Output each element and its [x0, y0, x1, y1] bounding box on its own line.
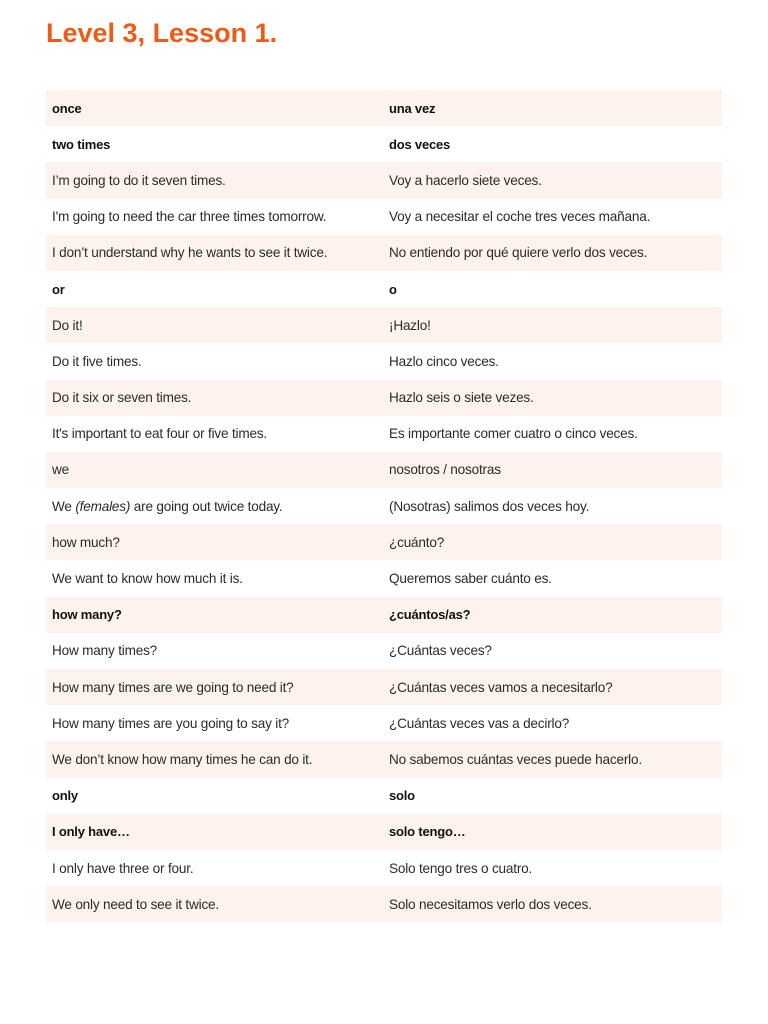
table-row — [46, 814, 722, 850]
english-phrase: I don’t understand why he wants to see it twice. — [52, 245, 328, 261]
english-phrase: Do it! — [52, 317, 83, 333]
spanish-translation: ¡Hazlo! — [389, 317, 431, 333]
table-row — [46, 162, 722, 198]
table-row — [46, 380, 722, 416]
table-row — [46, 271, 722, 307]
table-row — [46, 488, 722, 524]
spanish-translation: nosotros / nosotras — [389, 462, 501, 478]
table-row — [46, 705, 722, 741]
spanish-translation: (Nosotras) salimos dos veces hoy. — [389, 498, 590, 514]
spanish-translation: No sabemos cuántas veces puede hacerlo. — [389, 751, 642, 767]
spanish-translation: Voy a hacerlo siete veces. — [389, 172, 542, 188]
english-phrase: or — [52, 281, 65, 297]
english-phrase: It's important to eat four or five times. — [52, 426, 268, 442]
spanish-translation: solo tengo… — [389, 824, 466, 840]
table-row — [46, 235, 722, 271]
english-phrase: I'm going to need the car three times tomorrow. — [52, 209, 327, 225]
table-row — [46, 886, 722, 922]
italic-note: (females) — [75, 498, 131, 514]
table-row — [46, 778, 722, 814]
english-phrase: Do it five times. — [52, 353, 142, 369]
spanish-translation: Hazlo seis o siete vezes. — [389, 390, 534, 406]
english-phrase: how much? — [52, 534, 120, 550]
spanish-translation: solo — [389, 788, 415, 804]
table-row — [46, 633, 722, 669]
spanish-translation: Hazlo cinco veces. — [389, 353, 499, 369]
table-row — [46, 597, 722, 633]
english-phrase: We don’t know how many times he can do it. — [52, 751, 313, 767]
table-row — [46, 126, 722, 162]
table-row — [46, 524, 722, 560]
phrase-part: are going out twice today. — [130, 498, 283, 514]
table-row — [46, 452, 722, 488]
spanish-translation: ¿Cuántas veces vamos a necesitarlo? — [389, 679, 613, 695]
phrase-part: We — [52, 498, 76, 514]
table-row — [46, 741, 722, 777]
english-phrase: Do it six or seven times. — [52, 390, 192, 406]
spanish-translation: o — [389, 281, 397, 297]
spanish-translation: Voy a necesitar el coche tres veces mañana. — [389, 209, 651, 225]
spanish-translation: Solo necesitamos verlo dos veces. — [389, 896, 592, 912]
english-phrase: how many? — [52, 607, 122, 623]
spanish-translation: ¿cuánto? — [389, 534, 445, 550]
english-phrase: two times — [52, 136, 111, 152]
spanish-translation: ¿Cuántas veces? — [389, 643, 492, 659]
vocabulary-table — [46, 90, 722, 922]
spanish-translation: Es importante comer cuatro o cinco veces. — [389, 426, 638, 442]
english-phrase: How many times are we going to need it? — [52, 679, 294, 695]
english-phrase: We only need to see it twice. — [52, 896, 219, 912]
table-row — [46, 669, 722, 705]
english-phrase: I’m going to do it seven times. — [52, 172, 226, 188]
page-title: Level 3, Lesson 1. — [46, 18, 278, 48]
english-phrase: How many times? — [52, 643, 158, 659]
spanish-translation: dos veces — [389, 136, 451, 152]
english-phrase — [46, 488, 383, 524]
table-row — [46, 307, 722, 343]
table-row — [46, 90, 722, 126]
english-phrase: We want to know how much it is. — [52, 571, 243, 587]
english-phrase: I only have… — [52, 824, 130, 840]
spanish-translation: ¿cuántos/as? — [389, 607, 471, 623]
english-phrase: only — [52, 788, 78, 804]
table-row — [46, 343, 722, 379]
table-row — [46, 850, 722, 886]
spanish-translation: ¿Cuántas veces vas a decirlo? — [389, 715, 570, 731]
table-row — [46, 560, 722, 596]
table-row — [46, 199, 722, 235]
spanish-translation: Queremos saber cuánto es. — [389, 571, 552, 587]
spanish-translation: No entiendo por qué quiere verlo dos veces. — [389, 245, 648, 261]
table-row — [46, 416, 722, 452]
english-phrase: How many times are you going to say it? — [52, 715, 290, 731]
english-phrase: we — [52, 462, 69, 478]
spanish-translation: una vez — [389, 100, 436, 116]
spanish-translation: Solo tengo tres o cuatro. — [389, 860, 533, 876]
english-phrase: I only have three or four. — [52, 860, 194, 876]
english-phrase: once — [52, 100, 82, 116]
